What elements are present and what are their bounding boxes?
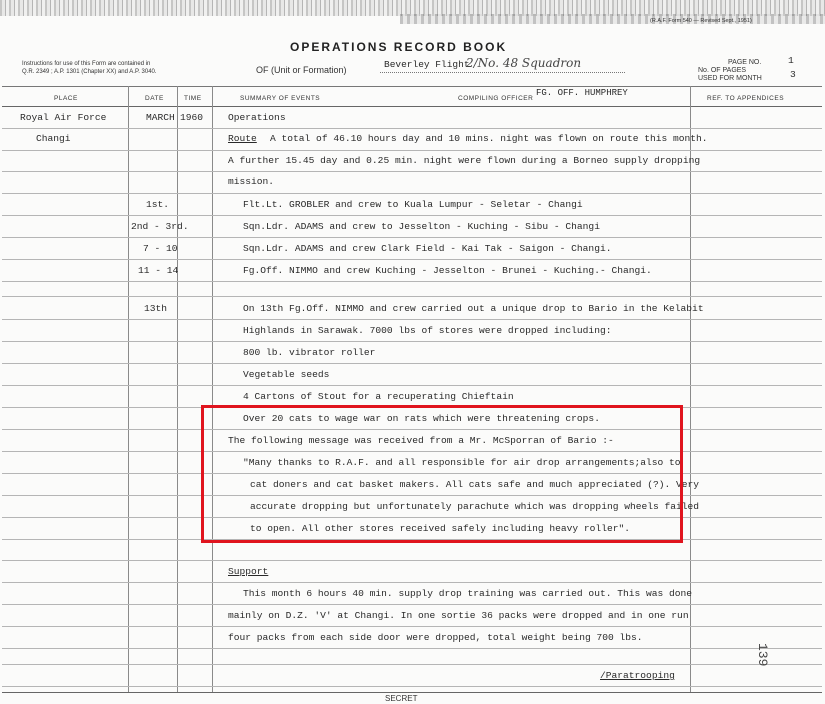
scan-edge-shading-right [400, 14, 825, 24]
header-top-rule [2, 86, 822, 87]
row-date: 13th [144, 303, 168, 314]
ruled-line [2, 281, 822, 282]
column-time: TIME [184, 95, 202, 102]
row-summary: four packs from each side door were dropped, total weight being 700 lbs. [228, 632, 643, 643]
row-section-label: Support [228, 566, 269, 577]
row-date: 11 - 14 [138, 265, 179, 276]
instructions-line2: Q.R. 2349 ; A.P. 1301 (Chapter XX) and A.P. 3040. [22, 69, 157, 75]
row-summary: Flt.Lt. GROBLER and crew to Kuala Lumpur - Seletar - Changi [243, 199, 583, 210]
pages-value: 3 [790, 69, 796, 80]
unit-label: OF (Unit or Formation) [256, 65, 347, 75]
row-summary: Operations [228, 112, 286, 123]
row-summary: Fg.Off. NIMMO and crew Kuching - Jesselton - Brunei - Kuching.- Changi. [243, 265, 652, 276]
pages-label: No. OF PAGES [698, 67, 747, 74]
column-divider-date [177, 86, 178, 692]
ruled-line [2, 664, 822, 665]
row-date: MARCH [146, 112, 175, 123]
row-summary: This month 6 hours 40 min. supply drop training was carried out. This was done [243, 588, 693, 599]
form-code: (R.A.F. Form 540 — Revised Sept., 1951) [650, 18, 752, 24]
column-place: PLACE [54, 95, 78, 102]
unit-typed: Beverley Flight [384, 59, 470, 70]
unit-underline [380, 72, 625, 73]
row-summary: /Paratrooping [600, 670, 675, 681]
row-summary: Sqn.Ldr. ADAMS and crew Clark Field - Kai Tak - Saigon - Changi. [243, 243, 612, 254]
row-summary: to open. All other stores received safely including heavy roller". [250, 523, 630, 534]
row-summary: On 13th Fg.Off. NIMMO and crew carried out a unique drop to Bario in the Kelabit [243, 303, 704, 314]
row-summary: mainly on D.Z. 'V' at Changi. In one sortie 36 packs were dropped and in one run [228, 610, 689, 621]
column-date: DATE [145, 95, 164, 102]
row-summary: 4 Cartons of Stout for a recuperating Chieftain [243, 391, 514, 402]
ruled-line [2, 385, 822, 386]
ruled-line [2, 582, 822, 583]
ruled-line [2, 626, 822, 627]
row-summary: A total of 46.10 hours day and 10 mins. night was flown on route this month. [270, 133, 708, 144]
column-ref: REF. TO APPENDICES [707, 95, 785, 102]
ruled-line [2, 560, 822, 561]
row-summary: cat doners and cat basket makers. All cats safe and much appreciated (?). Very [250, 479, 700, 490]
ruled-line [2, 319, 822, 320]
ruled-line [2, 215, 822, 216]
ruled-line [2, 604, 822, 605]
ruled-line [2, 237, 822, 238]
highlight-box [201, 405, 683, 543]
ruled-line [2, 128, 822, 129]
row-summary: The following message was received from a Mr. McSporran of Bario :- [228, 435, 614, 446]
ruled-line [2, 259, 822, 260]
page-no-value: 1 [788, 55, 794, 66]
page-no-label: PAGE NO. [728, 59, 762, 66]
row-date: 1st. [146, 199, 170, 210]
page-stamp: 139 [755, 643, 770, 667]
header-bottom-rule [2, 106, 822, 107]
column-divider-time [212, 86, 213, 692]
row-summary: "Many thanks to R.A.F. and all responsible for air drop arrangements;also to [243, 457, 681, 468]
row-section-label: Route [228, 133, 257, 144]
ruled-line [2, 296, 822, 297]
ruled-line [2, 686, 822, 687]
row-summary: Vegetable seeds [243, 369, 330, 380]
used-label: USED FOR MONTH [698, 75, 762, 82]
page-title: OPERATIONS RECORD BOOK [290, 40, 508, 54]
column-divider-summary [690, 86, 691, 692]
compiling-officer-label: COMPILING OFFICER [458, 95, 534, 102]
row-place: Changi [36, 133, 71, 144]
row-date: 7 - 10 [143, 243, 178, 254]
ruled-line [2, 171, 822, 172]
unit-handwritten: 2/No. 48 Squadron [466, 56, 582, 70]
row-date: 2nd - 3rd. [131, 221, 189, 232]
row-summary: Highlands in Sarawak. 7000 lbs of stores were dropped including: [243, 325, 612, 336]
row-summary: accurate dropping but unfortunately parachute which was dropping wheels failed [250, 501, 700, 512]
row-summary: Sqn.Ldr. ADAMS and crew to Jesselton - Kuching - Sibu - Changi [243, 221, 600, 232]
instructions-line1: Instructions for use of this Form are contained in [22, 61, 151, 67]
footer-rule [2, 692, 822, 693]
column-summary: SUMMARY OF EVENTS [240, 95, 321, 102]
row-summary: 800 lb. vibrator roller [243, 347, 376, 358]
row-summary: Over 20 cats to wage war on rats which were threatening crops. [243, 413, 600, 424]
row-place: Royal Air Force [20, 112, 107, 123]
row-time: 1960 [180, 112, 204, 123]
column-divider-place [128, 86, 129, 692]
ruled-line [2, 341, 822, 342]
ruled-line [2, 193, 822, 194]
ruled-line [2, 150, 822, 151]
secret-label: SECRET [385, 694, 418, 703]
row-summary: A further 15.45 day and 0.25 min. night were flown during a Borneo supply dropping [228, 155, 701, 166]
compiling-officer-value: FG. OFF. HUMPHREY [536, 88, 628, 98]
row-summary: mission. [228, 176, 275, 187]
ruled-line [2, 363, 822, 364]
ruled-line [2, 648, 822, 649]
